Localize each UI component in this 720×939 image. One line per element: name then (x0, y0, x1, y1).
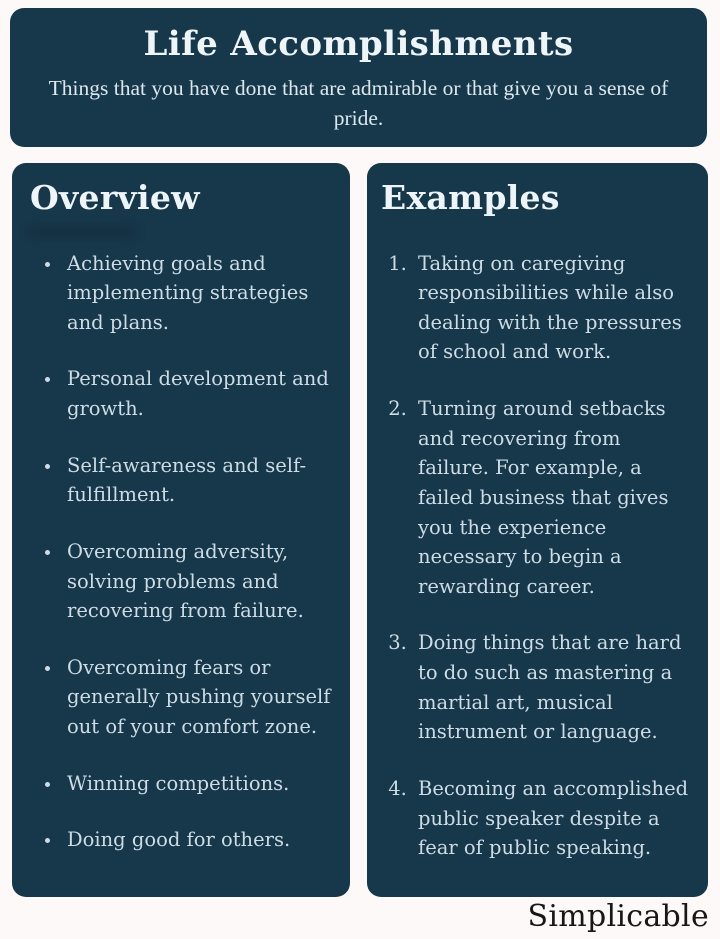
examples-list (381, 249, 692, 863)
list-item: • Doing good for others. (62, 825, 334, 855)
examples-card (367, 163, 708, 897)
overview-list (30, 249, 334, 855)
list-item: 3. Doing things that are hard to do such as mastering a martial art, musical instrument or language. (413, 628, 692, 747)
page-title: Life Accomplishments (143, 24, 574, 64)
list-item: • Personal development and growth. (62, 364, 334, 423)
list-item: • Overcoming adversity, solving problems and recovering from failure. (62, 537, 334, 626)
overview-heading: Overview (30, 178, 200, 217)
list-item: • Self-awareness and self-fulfillment. (62, 451, 334, 510)
list-item: 4. Becoming an accomplished public speaker despite a fear of public speaking. (413, 774, 692, 863)
list-item: • Achieving goals and implementing strategies and plans. (62, 249, 334, 338)
list-item: 1. Taking on caregiving responsibilities while also dealing with the pressures of school and work. (413, 249, 692, 368)
brand-text: Simplicable (527, 899, 709, 934)
overview-card (12, 163, 350, 897)
list-item: • Overcoming fears or generally pushing yourself out of your comfort zone. (62, 653, 334, 742)
page-subtitle: Things that you have done that are admirable or that give you a sense of pride. (48, 75, 669, 131)
header-card (10, 8, 707, 147)
content-columns (12, 163, 708, 897)
list-item: 2. Turning around setbacks and recovering from failure. For example, a failed business that gives you the experience necessary to begin a rewarding career. (413, 394, 692, 601)
watermark-smudge (26, 225, 138, 239)
footer (527, 899, 709, 934)
examples-heading: Examples (381, 178, 560, 217)
list-item: • Winning competitions. (62, 769, 334, 799)
